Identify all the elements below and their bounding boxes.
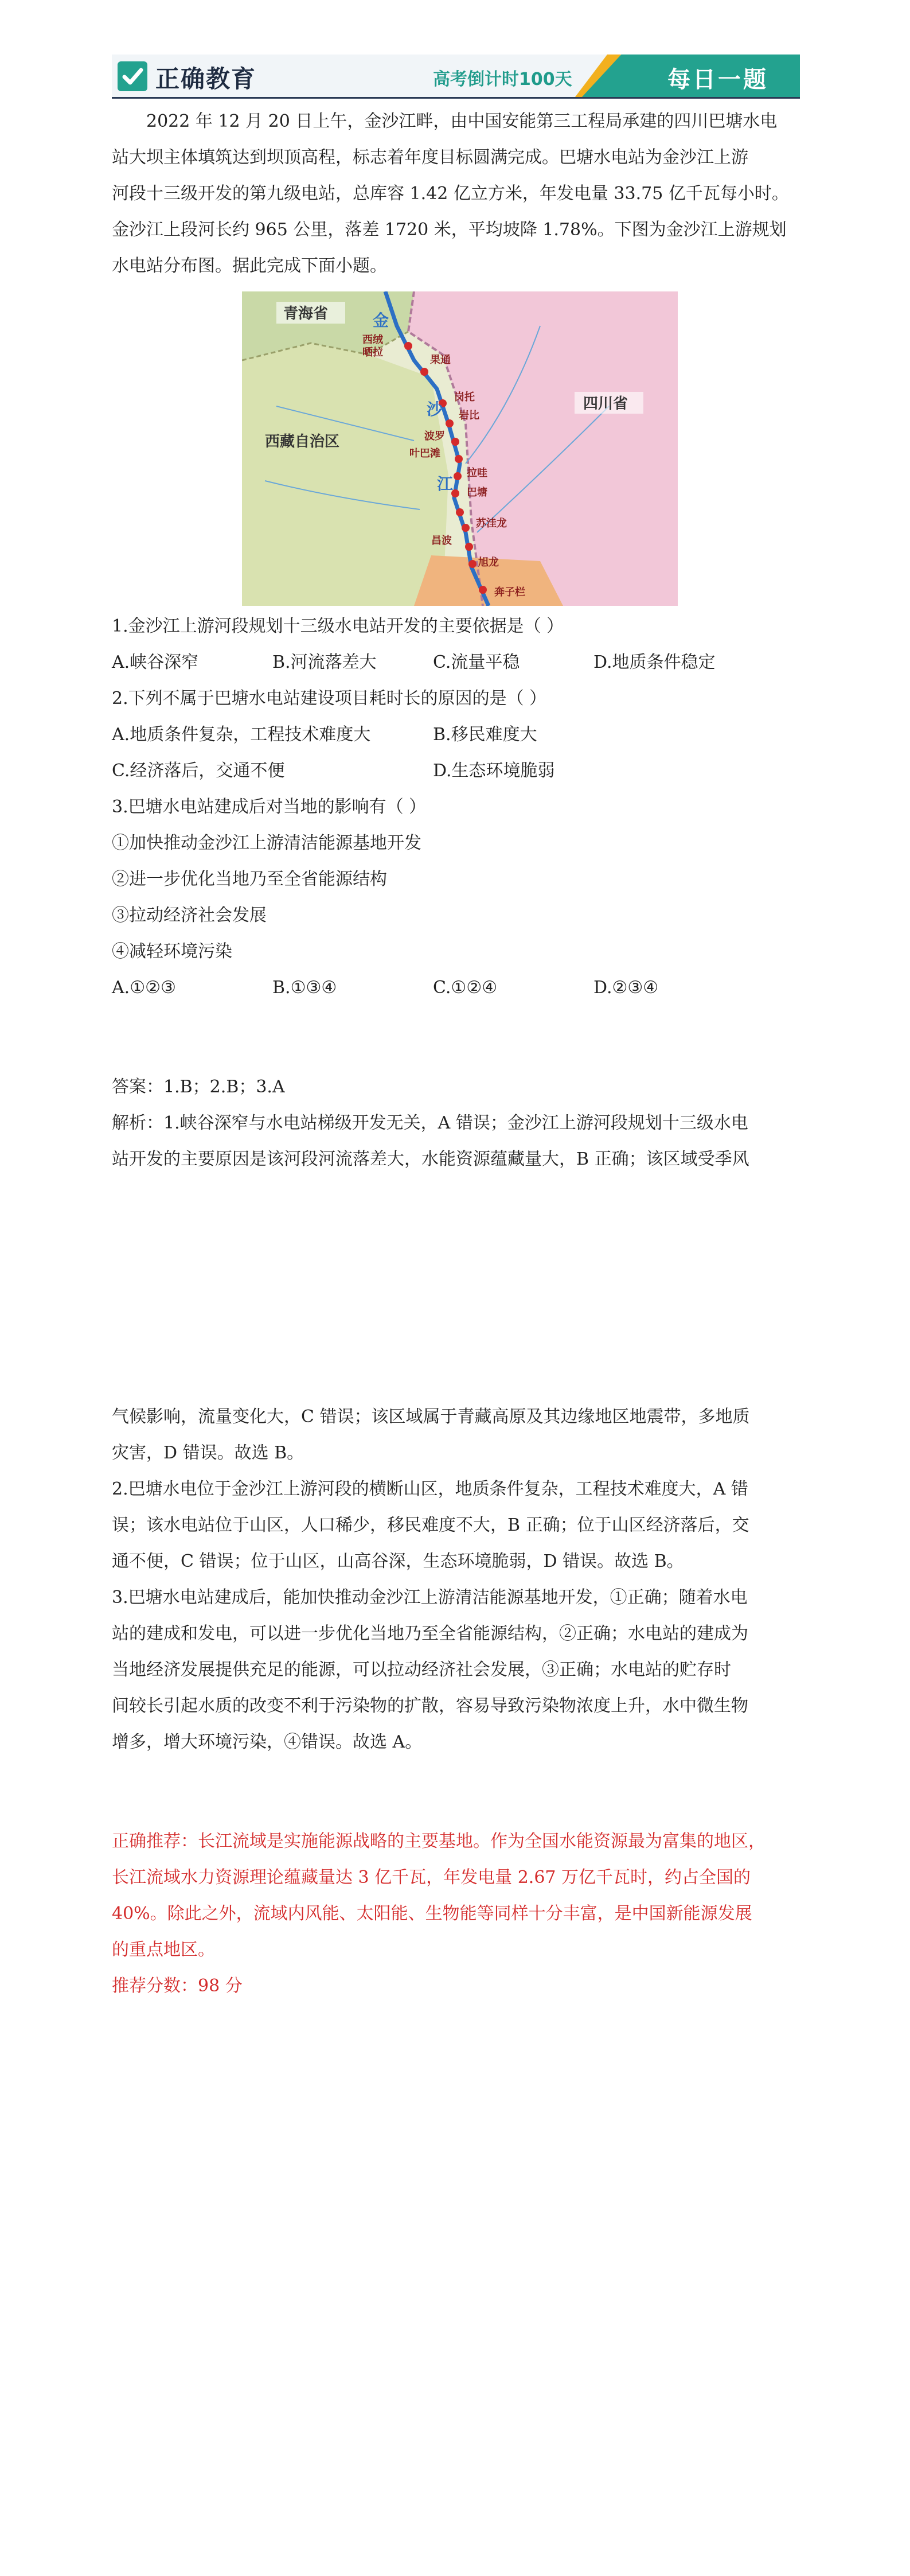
option-a[interactable]: A.地质条件复杂，工程技术难度大 [112, 725, 371, 745]
analysis-line: 站的建成和发电，可以进一步优化当地乃至全省能源结构，②正确；水电站的建成为 [112, 1624, 748, 1644]
option-c[interactable]: C.①②④ [433, 978, 498, 998]
region-label-sichuan: 四川省 [583, 395, 628, 413]
analysis-line: 气候影响，流量变化大，C 错误；该区域属于青藏高原及其边缘地区地震带，多地质 [112, 1407, 750, 1427]
option-a[interactable]: A.①②③ [112, 978, 176, 998]
station-label: 晒拉 [362, 347, 383, 359]
analysis-line: 灾害，D 错误。故选 B。 [112, 1443, 304, 1463]
intro-line: 2022 年 12 月 20 日上午，金沙江畔，由中国安能第三工程局承建的四川巴塘水电 [146, 111, 778, 131]
question-stem: 1.金沙江上游河段规划十三级水电站开发的主要依据是（ ） [112, 616, 564, 636]
region-label-tibet [265, 433, 339, 450]
analysis-line: 3.巴塘水电站建成后，能加快推动金沙江上游清洁能源基地开发，①正确；随着水电 [112, 1587, 748, 1608]
analysis-line: 2.巴塘水电位于金沙江上游河段的横断山区，地质条件复杂，工程技术难度大，A 错 [112, 1479, 748, 1499]
brand-name: 正确教育 [155, 65, 257, 93]
analysis-line: 间较长引起水质的改变不利于污染物的扩散，容易导致污染物浓度上升，水中微生物 [112, 1696, 748, 1716]
intro-line: 金沙江上段河长约 965 公里，落差 1720 米，平均坡降 1.78%。下图为金沙江上游规划 [112, 220, 787, 240]
intro-line: 河段十三级开发的第九级电站，总库容 1.42 亿立方米，年发电量 33.75 亿千瓦每小时。 [112, 184, 789, 204]
option-b[interactable]: B.①③④ [272, 978, 337, 998]
option-c[interactable]: C.经济落后，交通不便 [112, 761, 285, 781]
recommend-score: 推荐分数：98 分 [112, 1976, 243, 1996]
river-char: 江 [437, 474, 454, 493]
station-label: 苏洼龙 [476, 517, 507, 530]
option-a[interactable]: A.峡谷深窄 [112, 652, 199, 672]
statement-item: ③拉动经济社会发展 [112, 905, 267, 925]
intro-line: 站大坝主体填筑达到坝顶高程，标志着年度目标圆满完成。巴塘水电站为金沙江上游 [112, 147, 748, 168]
question-stem: 2.下列不属于巴塘水电站建设项目耗时长的原因的是（ ） [112, 688, 547, 709]
statement-item: ②进一步优化当地乃至全省能源结构 [112, 869, 387, 889]
analysis-line: 当地经济发展提供充足的能源，可以拉动经济社会发展，③正确；水电站的贮存时 [112, 1660, 731, 1680]
region-tibet [242, 343, 448, 606]
river-char: 沙 [427, 400, 443, 419]
answer-line: 答案：1.B；2.B；3.A [112, 1077, 285, 1097]
analysis-line: 通不便，C 错误；位于山区，山高谷深，生态环境脆弱，D 错误。故选 B。 [112, 1551, 684, 1571]
station-label: 岗托 [454, 391, 475, 403]
region-label-tibet-text: 西藏自治区 [265, 433, 340, 450]
station-label: 果通 [430, 354, 451, 366]
intro-line: 水电站分布图。据此完成下面小题。 [112, 256, 387, 276]
analysis-line: 误；该水电站位于山区，人口稀少，移民难度不大，B 正确；位于山区经济落后，交 [112, 1515, 749, 1535]
recommend-line: 40%。除此之外，流域内风能、太阳能、生物能等同样十分丰富，是中国新能源发展 [112, 1904, 752, 1924]
option-d[interactable]: D.②③④ [593, 978, 659, 998]
recommend-line: 正确推荐：长江流域是实施能源战略的主要基地。作为全国水能资源最为富集的地区， [112, 1831, 766, 1851]
option-d[interactable]: D.地质条件稳定 [593, 652, 716, 672]
countdown-label: 高考倒计时100天 [433, 69, 572, 90]
station-label: 昌波 [431, 535, 452, 547]
question-stem: 3.巴塘水电站建成后对当地的影响有（ ） [112, 797, 427, 817]
analysis-line: 增多，增大环境污染，④错误。故选 A。 [112, 1732, 423, 1752]
option-d[interactable]: D.生态环境脆弱 [433, 761, 555, 781]
statement-item: ④减轻环境污染 [112, 941, 232, 962]
station-label: 西绒 [362, 334, 383, 346]
daily-label: 每日一题 [667, 67, 768, 93]
river-char: 金 [373, 311, 389, 330]
station-label: 岩比 [459, 410, 479, 422]
option-b[interactable]: B.河流落差大 [272, 652, 377, 672]
station-label: 拉哇 [467, 467, 487, 479]
statement-item: ①加快推动金沙江上游清洁能源基地开发 [112, 833, 421, 853]
analysis-line: 解析：1.峡谷深窄与水电站梯级开发无关，A 错误；金沙江上游河段规划十三级水电 [112, 1113, 748, 1133]
recommend-line: 的重点地区。 [112, 1940, 215, 1960]
station-label: 旭龙 [478, 557, 499, 569]
hydropower-map [242, 291, 678, 606]
recommend-line: 长江流域水力资源理论蕴藏量达 3 亿千瓦，年发电量 2.67 万亿千瓦时，约占全国的 [112, 1867, 751, 1888]
check-icon [118, 61, 147, 91]
station-label: 叶巴滩 [409, 448, 440, 460]
analysis-line: 站开发的主要原因是该河段河流落差大，水能资源蕴藏量大，B 正确；该区域受季风 [112, 1149, 749, 1169]
header-banner [112, 55, 800, 99]
station-label: 巴塘 [467, 487, 487, 499]
option-b[interactable]: B.移民难度大 [433, 725, 537, 745]
option-c[interactable]: C.流量平稳 [433, 652, 520, 672]
station-label: 奔子栏 [494, 586, 525, 598]
station-label: 波罗 [424, 430, 445, 442]
region-label-qinghai: 青海省 [283, 305, 329, 322]
